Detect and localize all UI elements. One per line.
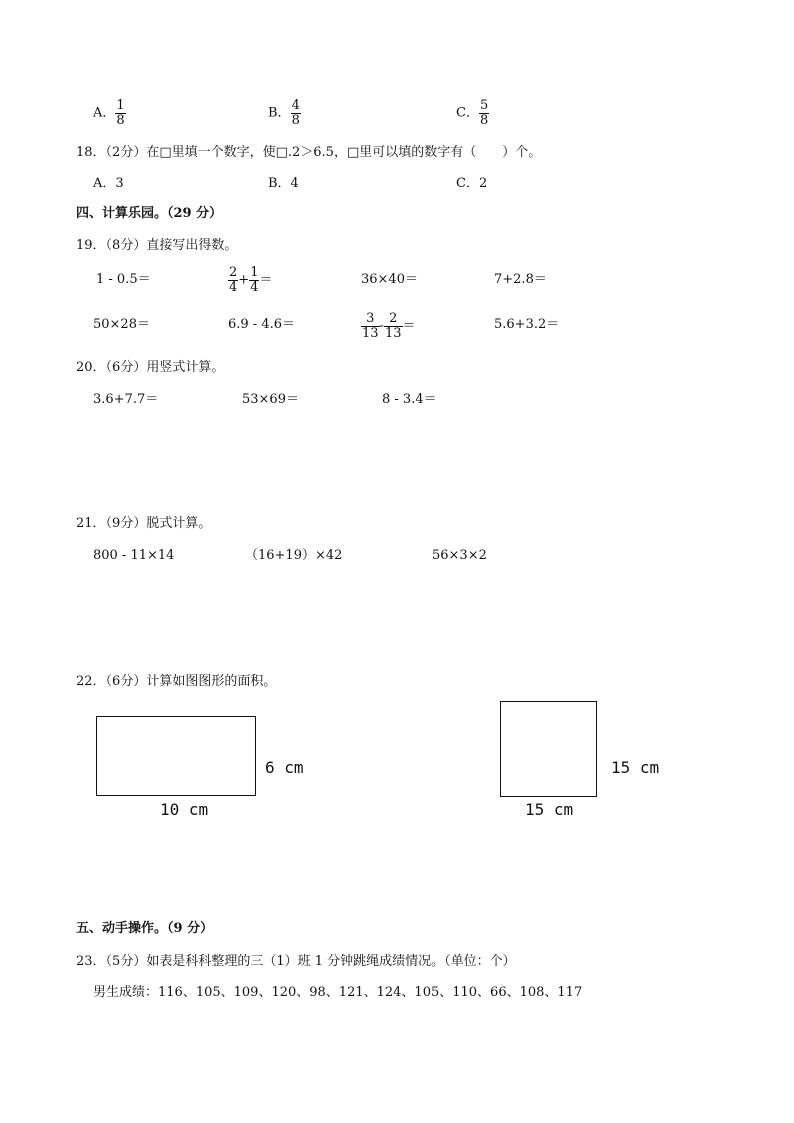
rectangle-height-label: 6 cm: [265, 758, 304, 777]
q18-option-c: C．2: [456, 176, 488, 191]
q18-option-b: B．4: [268, 176, 299, 191]
q19-expr: 50×28＝: [93, 317, 150, 332]
fraction: $\frac{1}{8}$: [116, 98, 125, 128]
rectangle-width-label: 10 cm: [160, 800, 209, 819]
fraction: $\frac{2}{13}$: [384, 311, 402, 341]
section-title: 五、动手操作。（9 分）: [76, 921, 214, 936]
option-prefix: B．: [268, 105, 291, 121]
q19-expr: 36×40＝: [361, 272, 418, 287]
q21-question: 21．（9分）脱式计算。: [76, 516, 212, 531]
q20-expr: 3.6+7.7＝: [93, 392, 159, 407]
section-title: 四、计算乐园。（29 分）: [76, 206, 223, 221]
q20-expr: 8 - 3.4＝: [382, 392, 437, 407]
q20-expr: 53×69＝: [242, 392, 299, 407]
q17-option-b: [268, 99, 301, 128]
q21-expr: （16+19）×42: [245, 548, 343, 563]
q22-question: 22．（6分）计算如图图形的面积。: [76, 674, 277, 689]
option-prefix: A．: [93, 105, 116, 121]
fraction: $\frac{5}{8}$: [479, 98, 489, 128]
q23-boys-scores: 男生成绩：116、105、109、120、98、121、124、105、110、66、108、117: [93, 985, 583, 1000]
square-height-label: 15 cm: [611, 758, 660, 777]
q18-question: 18．（2分）在□里填一个数字，使□.2＞6.5，□里可以填的数字有（ ）个。: [76, 145, 542, 160]
operator: +: [238, 272, 250, 288]
fraction: $\frac{4}{8}$: [291, 98, 300, 128]
q19-expr: 6.9 - 4.6＝: [228, 317, 296, 332]
q21-expr: 800 - 11×14: [93, 548, 175, 563]
operator: -: [379, 318, 384, 334]
option-prefix: C．: [456, 105, 479, 121]
square-width-label: 15 cm: [525, 800, 574, 819]
q19-expr: 5.6+3.2＝: [494, 317, 560, 332]
q21-expr: 56×3×2: [432, 548, 487, 563]
equals-sign: ＝: [402, 318, 416, 334]
equals-sign: ＝: [259, 272, 273, 288]
q19-expr-fraction: [228, 266, 272, 295]
q19-expr-fraction: [361, 312, 416, 341]
rectangle-figure: [96, 716, 256, 796]
q17-option-a: [93, 99, 126, 128]
q17-option-c: [456, 99, 489, 128]
square-figure: [500, 701, 597, 797]
q23-question: 23．（5分）如表是科科整理的三（1）班 1 分钟跳绳成绩情况。（单位：个）: [76, 954, 516, 969]
q18-option-a: A．3: [93, 176, 124, 191]
fraction: $\frac{3}{13}$: [362, 311, 379, 341]
q19-question: 19．（8分）直接写出得数。: [76, 238, 238, 253]
fraction: $\frac{1}{4}$: [250, 265, 259, 295]
fraction: $\frac{2}{4}$: [229, 265, 238, 295]
q19-expr: 1 - 0.5＝: [96, 272, 151, 287]
q19-expr: 7+2.8＝: [494, 272, 547, 287]
q20-question: 20．（6分）用竖式计算。: [76, 360, 225, 375]
